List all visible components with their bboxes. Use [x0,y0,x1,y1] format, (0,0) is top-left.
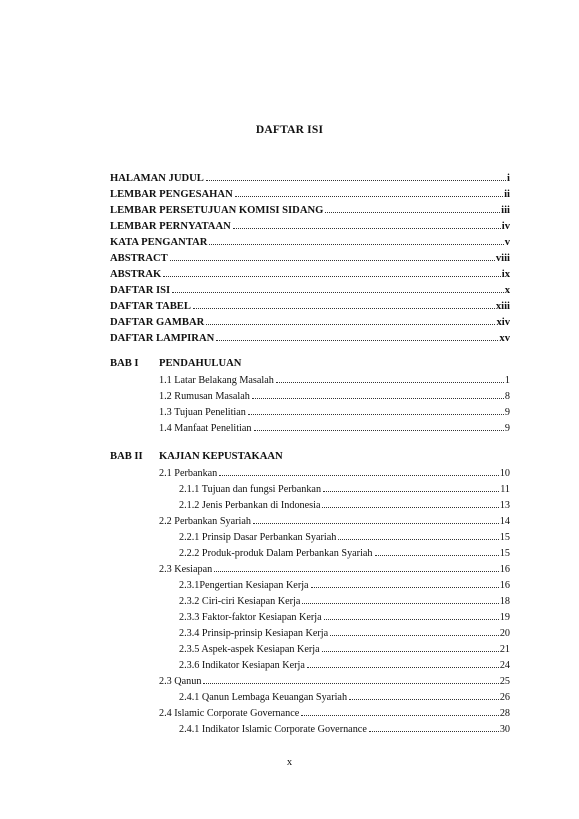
dot-leader [323,481,499,492]
dot-leader [170,250,495,261]
toc-entry-label: 1.1 Latar Belakang Masalah [159,375,274,386]
toc-entry [159,481,510,497]
toc-entry [159,497,510,513]
toc-entry-page: 1 [504,375,510,386]
chapter-bab-1 [110,356,510,436]
toc-entry [110,186,510,202]
toc-entry [159,513,510,529]
toc-entry-page: 25 [499,676,510,687]
toc-entry [159,705,510,721]
toc-entry-label: LEMBAR PERSETUJUAN KOMISI SIDANG [110,205,324,216]
dot-leader [233,218,501,229]
toc-entry [110,250,510,266]
toc-entry-page: viii [495,253,510,264]
toc-entry-label: 2.3 Qanun [159,676,202,687]
toc-entry-label: ABSTRAK [110,269,162,280]
dot-leader [349,689,499,700]
toc-entry-page: xv [499,333,510,344]
dot-leader [325,202,500,213]
dot-leader [324,609,499,620]
dot-leader [172,282,504,293]
dot-leader [252,388,504,399]
toc-entry-page: v [504,237,510,248]
toc-entry [110,330,510,346]
toc-entry-label: 2.3.4 Prinsip-prinsip Kesiapan Kerja [179,628,329,639]
dot-leader [302,593,498,604]
toc-entry-page: 24 [499,660,510,671]
dot-leader [206,314,495,325]
toc-entry-page: 10 [499,468,510,479]
toc-entry [159,657,510,673]
toc-entry-label: 2.4.1 Indikator Islamic Corporate Governance [179,724,367,735]
toc-entry-label: 2.4.1 Qanun Lembaga Keuangan Syariah [179,692,348,703]
toc-entry-page: ix [501,269,510,280]
dot-leader [311,577,499,588]
chapter-title: KAJIAN KEPUSTAKAAN [159,451,283,462]
toc-entry [159,721,510,737]
toc-entry [110,202,510,218]
toc-entry-label: 2.3.6 Indikator Kesiapan Kerja [179,660,305,671]
toc-entry [159,609,510,625]
dot-leader [301,705,499,716]
toc-entry [110,170,510,186]
toc-entry [159,372,510,388]
chapter-heading [110,356,510,372]
dot-leader [369,721,499,732]
chapter-entries [159,465,510,737]
toc-entry-label: 2.2 Perbankan Syariah [159,516,251,527]
toc-entry-label: KATA PENGANTAR [110,237,208,248]
chapter-number: BAB II [110,451,143,462]
toc-entry-label: LEMBAR PENGESAHAN [110,189,233,200]
dot-leader [375,545,499,556]
toc-entry-page: iii [501,205,510,216]
dot-leader [330,625,499,636]
toc-entry-page: 19 [499,612,510,623]
toc-entry-label: 2.3.2 Ciri-ciri Kesiapan Kerja [179,596,301,607]
toc-entry-page: 20 [499,628,510,639]
toc-entry-page: 16 [499,564,510,575]
dot-leader [163,266,501,277]
dot-leader [276,372,504,383]
toc-entry [110,218,510,234]
dot-leader [203,673,498,684]
toc-entry [110,234,510,250]
toc-entry-page: xiv [496,317,510,328]
toc-entry-page: ii [504,189,510,200]
toc-entry-label: HALAMAN JUDUL [110,173,204,184]
toc-entry-label: 2.3.1Pengertian Kesiapan Kerja [179,580,309,591]
toc-entry-label: 2.4 Islamic Corporate Governance [159,708,300,719]
toc-entry-label: 1.3 Tujuan Penelitian [159,407,246,418]
toc-entry-page: iv [501,221,510,232]
toc-entry-page: 13 [499,500,510,511]
page-number: x [286,757,293,768]
toc-entry [159,577,510,593]
dot-leader [248,404,504,415]
toc-entry [159,673,510,689]
toc-entry-page: xiii [495,301,510,312]
toc-entry-page: 26 [499,692,510,703]
toc-entry [159,404,510,420]
dot-leader [254,420,504,431]
toc-entry-page: 11 [500,484,510,495]
toc-entry-label: 2.3 Kesiapan [159,564,213,575]
chapter-heading [110,449,510,465]
front-matter-list [110,170,510,346]
toc-entry-page: i [507,173,510,184]
toc-entry-page: 9 [504,423,510,434]
dot-leader [214,561,499,572]
toc-entry-label: 2.2.2 Produk-produk Dalam Perbankan Syariah [179,548,373,559]
toc-entry-label: 2.1.1 Tujuan dan fungsi Perbankan [179,484,322,495]
toc-entry-page: 9 [504,407,510,418]
toc-entry-label: 2.3.5 Aspek-aspek Kesiapan Kerja [179,644,320,655]
toc-entry-page: x [504,285,510,296]
toc-entry-label: 2.1 Perbankan [159,468,218,479]
toc-entry-label: 2.2.1 Prinsip Dasar Perbankan Syariah [179,532,337,543]
toc-entry [159,388,510,404]
chapter-entries [159,372,510,436]
toc-entry [159,545,510,561]
toc-entry-label: DAFTAR LAMPIRAN [110,333,215,344]
dot-leader [253,513,499,524]
chapter-bab-2 [110,449,510,737]
toc-entry-label: DAFTAR ISI [110,285,171,296]
dot-leader [209,234,503,245]
toc-entry [110,314,510,330]
toc-entry [159,465,510,481]
dot-leader [307,657,499,668]
toc-entry [110,282,510,298]
toc-entry-page: 8 [504,391,510,402]
dot-leader [338,529,499,540]
toc-entry [110,266,510,282]
toc-entry-page: 18 [499,596,510,607]
chapter-title: PENDAHULUAN [159,358,242,369]
toc-entry [159,420,510,436]
toc-entry-page: 15 [499,532,510,543]
dot-leader [235,186,503,197]
toc-entry [159,625,510,641]
dot-leader [322,641,499,652]
toc-entry [110,298,510,314]
chapter-number: BAB I [110,358,139,369]
toc-entry-page: 16 [499,580,510,591]
toc-entry [159,529,510,545]
toc-entry [159,561,510,577]
toc-entry-page: 15 [499,548,510,559]
toc-entry-label: ABSTRACT [110,253,168,264]
toc-entry-label: DAFTAR TABEL [110,301,191,312]
toc-entry-page: 28 [499,708,510,719]
toc-entry [159,689,510,705]
toc-entry [159,593,510,609]
dot-leader [216,330,498,341]
dot-leader [206,170,506,181]
dot-leader [193,298,495,309]
toc-entry-label: LEMBAR PERNYATAAN [110,221,231,232]
toc-entry-label: 1.2 Rumusan Masalah [159,391,250,402]
toc-entry-label: 1.4 Manfaat Penelitian [159,423,252,434]
dot-leader [322,497,498,508]
toc-entry-label: 2.3.3 Faktor-faktor Kesiapan Kerja [179,612,322,623]
toc-entry-page: 21 [499,644,510,655]
toc-entry-label: DAFTAR GAMBAR [110,317,205,328]
toc-entry [159,641,510,657]
dot-leader [219,465,499,476]
toc-title: DAFTAR ISI [255,124,324,136]
toc-entry-page: 30 [499,724,510,735]
toc-entry-label: 2.1.2 Jenis Perbankan di Indonesia [179,500,321,511]
toc-entry-page: 14 [499,516,510,527]
